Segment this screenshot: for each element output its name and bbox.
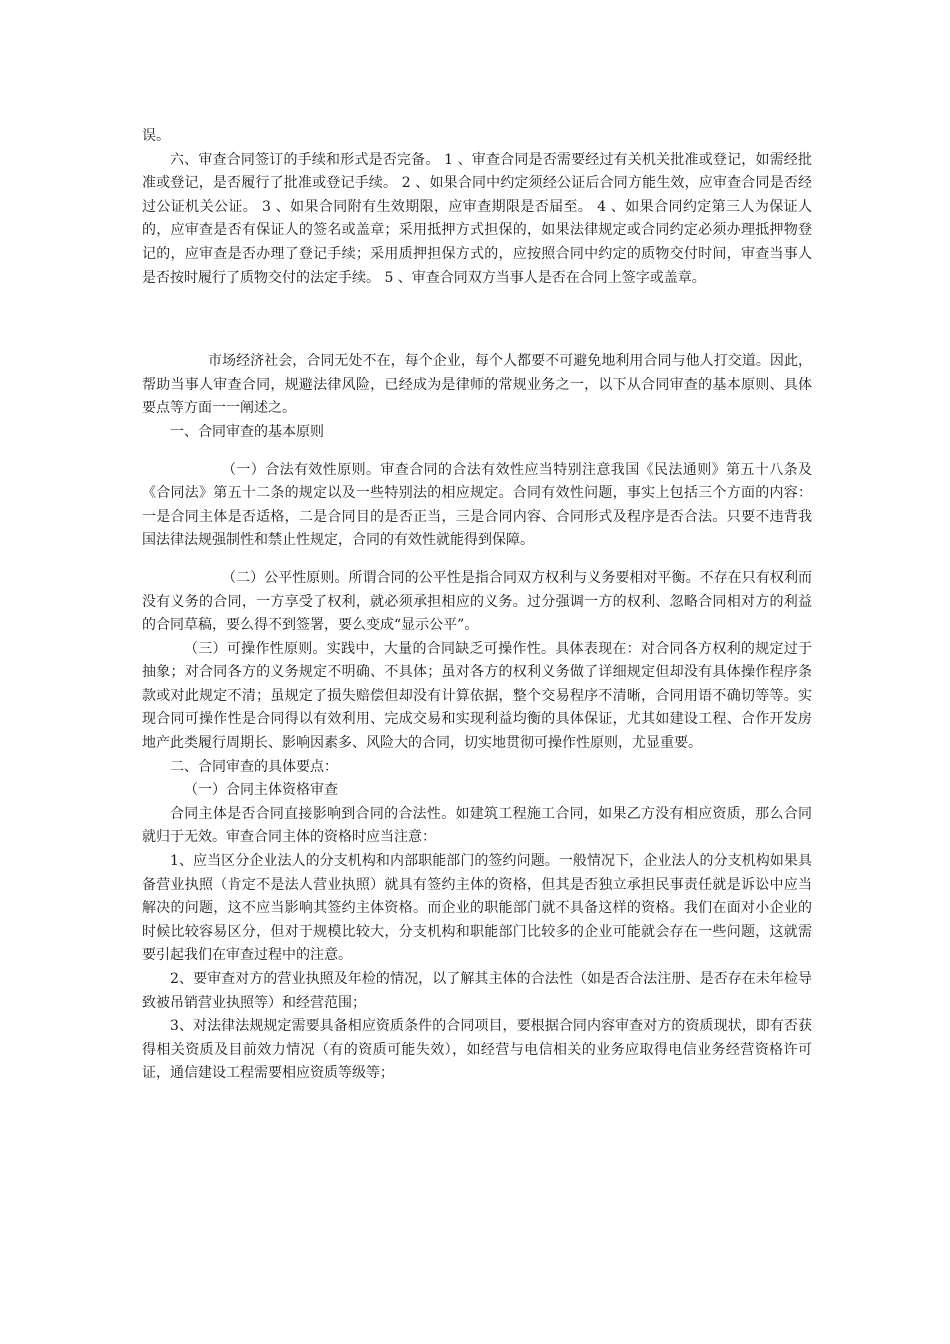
paragraph-subject-qualification: 合同主体是否合同直接影响到合同的合法性。如建筑工程施工合同，如果乙方没有相应资质，那么合同就归于无效。审查合同主体的资格时应当注意： (142, 805, 812, 846)
paragraph-intro: 市场经济社会，合同无处不在，每个企业，每个人都要不可避免地利用合同与他人打交道。因此，帮助当事人审查合同，规避法律风险，已经成为是律师的常规业务之一，以下从合同审查的基本原则、具体要点等方面一一阐述之。 (142, 353, 812, 417)
paragraph-fragment: 误。 (142, 128, 170, 144)
spacer (142, 290, 812, 350)
heading-basic-principles: 一、合同审查的基本原则 (170, 423, 324, 440)
paragraph-point-2: 2、要审查对方的营业执照及年检的情况，以了解其主体的合法性（如是否合法注册、是否存在未年检导致被吊销营业执照等）和经营范围； (142, 971, 812, 1011)
heading-specific-points: 二、合同审查的具体要点： (170, 758, 338, 775)
paragraph-operability-principle: （三）可操作性原则。实践中，大量的合同缺乏可操作性。具体表现在：对合同各方权利的规定过于抽象；对合同各方的义务规定不明确、不具体；虽对各方的权利义务做了详细规定但却没有具体操作程序条款或对此规定不清；虽规定了损失赔偿但却没有计算依据，整个交易程序不清晰，合同用语不确切等等。实现合同可操作性是合同得以有效利用、完成交易和实现利益均衡的具体保证，尤其如建设工程、合作开发房地产此类履行周期长、影响因素多、风险大的合同，切实地贯彻可操作性原则，尤显重要。 (142, 640, 812, 752)
document-page (142, 125, 812, 1086)
spacer (142, 553, 812, 567)
paragraph-legality-principle: （一）合法有效性原则。审查合同的合法有效性应当特别注意我国《民法通则》第五十八条及《合同法》第五十二条的规定以及一些特别法的相应规定。合同有效性问题，事实上包括三个方面的内容：一是合同主体是否适格，二是合同目的是否正当，三是合同内容、合同形式及程序是否合法。只要不违背我国法律法规强制性和禁止性规定，合同的有效性就能得到保障。 (142, 461, 812, 549)
paragraph-section-six: 六、审查合同签订的手续和形式是否完备。 1 、审查合同是否需要经过有关机关批准或登记，如需经批准或登记，是否履行了批准或登记手续。 2 、如果合同中约定须经公证后合同方能生效，应审查合同是否经过公证机关公证。 3 、如果合同附有生效期限，应审查期限是否届至。 4 、如果合同约定第三人为保证人的，应审查是否有保证人的签名或盖章；采用抵押方式担保的，如果法律规定或合同约定必须办理抵押物登记的，应审查是否办理了登记手续；采用质押担保方式的，应按照合同中约定的质物交付时间，审查当事人是否按时履行了质物交付的法定手续。 5 、审查合同双方当事人是否在合同上签字或盖章。 (142, 151, 812, 286)
paragraph-point-3: 3、对法律法规规定需要具备相应资质条件的合同项目，要根据合同内容审查对方的资质现状，即有否获得相关资质及目前效力情况（有的资质可能失效），如经营与电信相关的业务应取得电信业务经营资格许可证，通信建设工程需要相应资质等级等； (142, 1018, 812, 1082)
spacer (142, 445, 812, 459)
paragraph-fairness-principle: （二）公平性原则。所谓合同的公平性是指合同双方权利与义务要相对平衡。不存在只有权利而没有义务的合同，一方享受了权利，就必须承担相应的义务。过分强调一方的权利、忽略合同相对方的利益的合同草稿，要么得不到签署，要么变成“显示公平”。 (142, 569, 812, 634)
heading-subject-qualification: （一）合同主体资格审查 (184, 782, 338, 799)
paragraph-point-1: 1、应当区分企业法人的分支机构和内部职能部门的签约问题。一般情况下，企业法人的分支机构如果具备营业执照（肯定不是法人营业执照）就具有签约主体的资格，但其是否独立承担民事责任就是诉讼中应当解决的问题，这不应当影响其签约主体资格。而企业的职能部门就不具备这样的资格。我们在面对小企业的时候比较容易区分，但对于规模比较大，分支机构和职能部门比较多的企业可能就会存在一些问题，这就需要引起我们在审查过程中的注意。 (142, 853, 812, 964)
